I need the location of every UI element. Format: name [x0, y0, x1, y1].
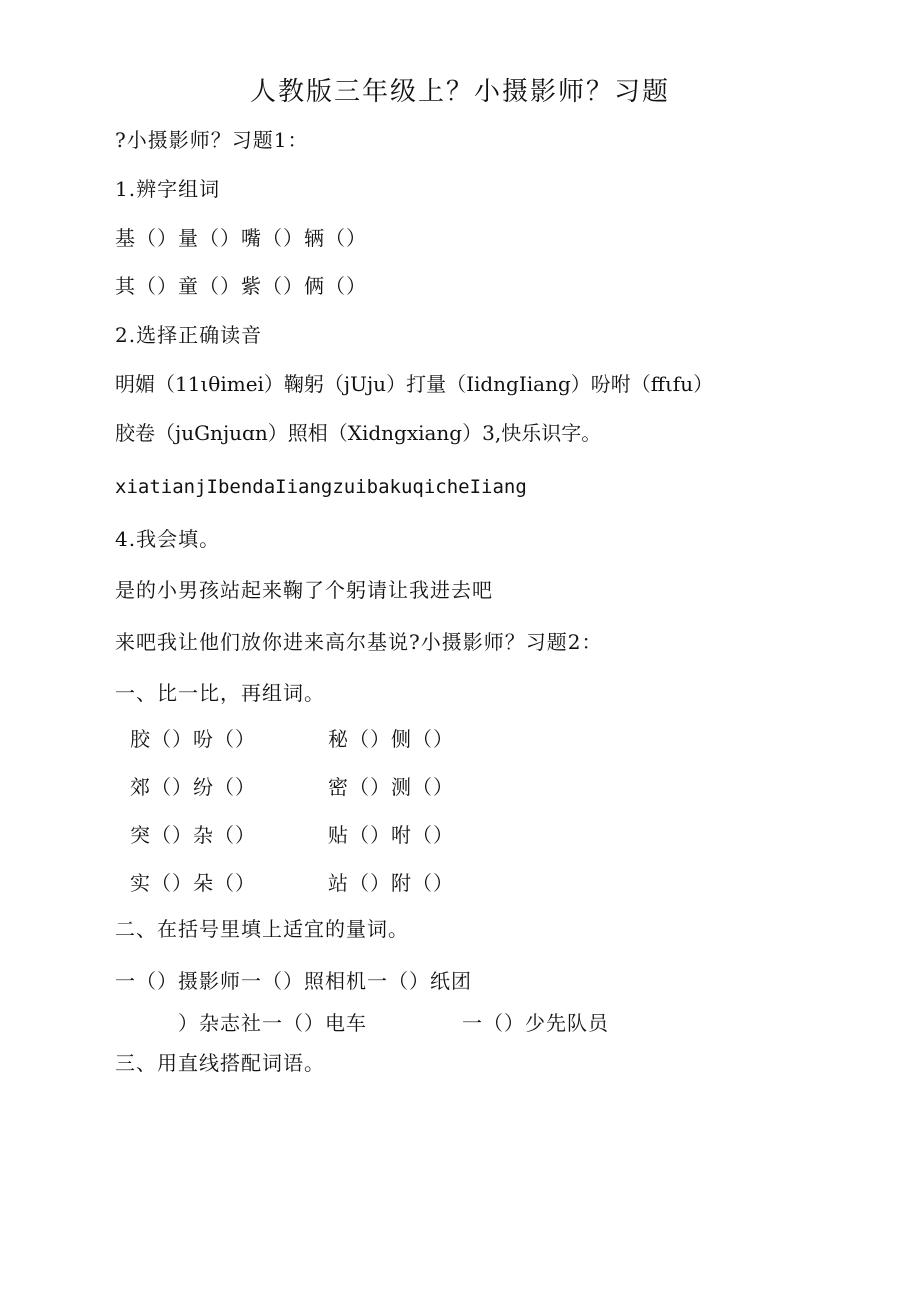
q1-label: 1.辨字组词: [115, 177, 221, 201]
compare-row-4-left: 实（）朵（）: [130, 871, 256, 895]
q2-row2: 胶卷（juGnjuɑn）照相（Xidngxiang）3,快乐识字。: [115, 421, 602, 445]
part2-row2b: 一（）少先队员: [462, 1011, 609, 1035]
compare-row-3-right: 贴（）咐（）: [328, 823, 454, 847]
pinyin-line: xiatianjIbendaIiangzuibakuqicheIiang: [115, 476, 527, 498]
part2-label: 二、在括号里填上适宜的量词。: [115, 917, 409, 941]
compare-row-2-left: 郊（）纷（）: [130, 775, 256, 799]
compare-row-4-right: 站（）附（）: [328, 871, 454, 895]
part3-label: 三、用直线搭配词语。: [115, 1051, 325, 1075]
compare-row-1-left: 胶（）吩（）: [130, 727, 256, 751]
part2-row1: 一（）摄影师一（）照相机一（）纸团: [115, 969, 472, 993]
q2-label: 2.选择正确读音: [115, 323, 263, 347]
compare-row-3-left: 突（）杂（）: [130, 823, 256, 847]
exercise1-heading: ?小摄影师？习题1：: [115, 128, 309, 152]
part1-label: 一、比一比，再组词。: [115, 681, 325, 705]
q4-row2: 来吧我让他们放你进来高尔基说?小摄影师？习题2：: [115, 630, 603, 654]
q1-row1: 基（）量（）嘴（）辆（）: [115, 226, 367, 250]
compare-row-2-right: 密（）测（）: [328, 775, 454, 799]
q4-label: 4.我会填。: [115, 527, 221, 551]
part2-row2a: ）杂志社一（）电车: [178, 1011, 367, 1035]
compare-row-1-right: 秘（）侧（）: [328, 727, 454, 751]
q4-row1: 是的小男孩站起来鞠了个躬请让我进去吧: [115, 578, 493, 602]
document-title: 人教版三年级上？小摄影师？习题: [249, 77, 670, 107]
q1-row2: 其（）童（）紫（）俩（）: [115, 274, 367, 298]
q2-row1: 明媚（11ιθimei）鞠躬（jUju）打量（IidngIiang）吩咐（ffιfu）: [115, 372, 714, 396]
